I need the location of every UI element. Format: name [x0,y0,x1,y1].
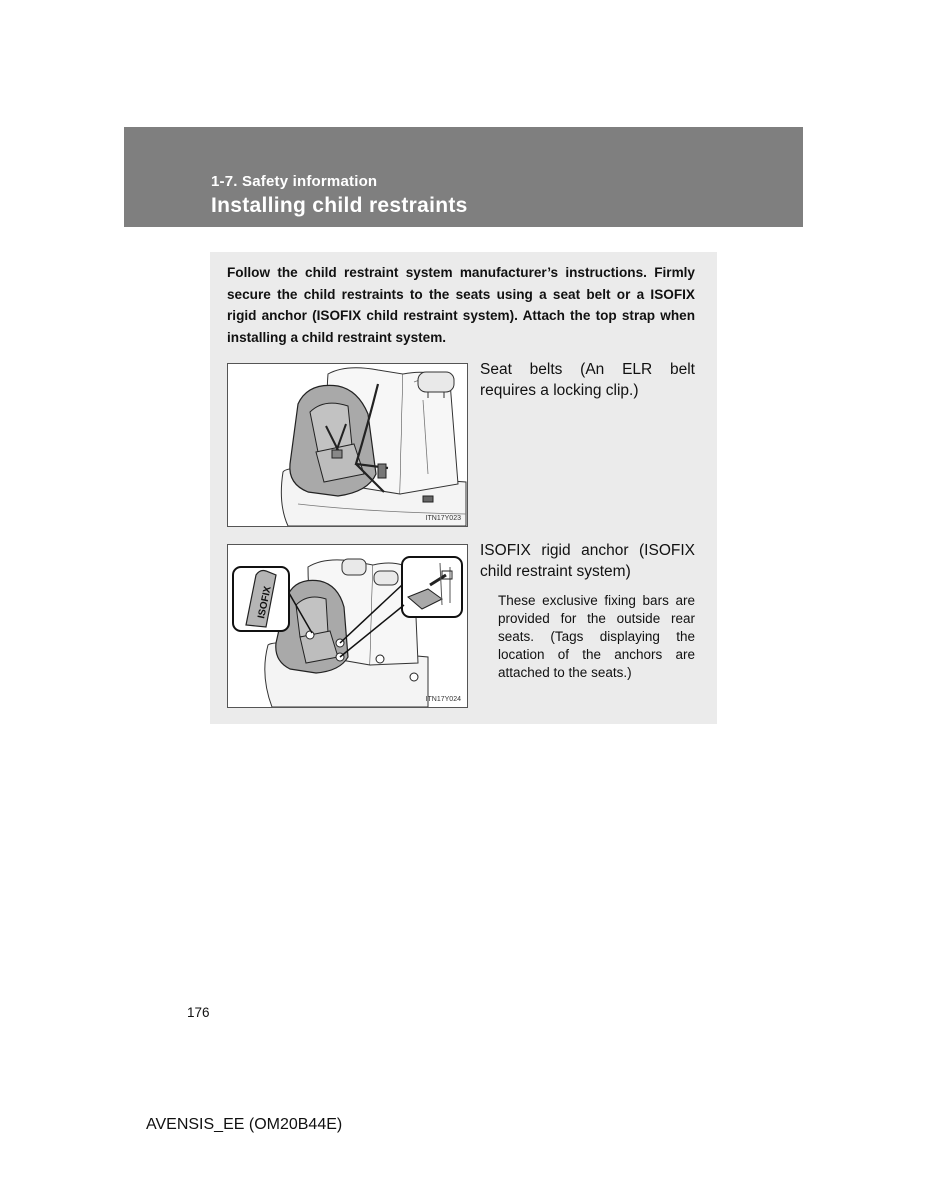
child-seat-belt-drawing [228,364,467,526]
document-id: AVENSIS_EE (OM20B44E) [146,1116,343,1133]
page-title: Installing child restraints [211,194,468,217]
isofix-note: These exclusive fixing bars are provided for the outside rear seats. (Tags displaying the location of the anchors are attached to the seats.) [498,593,695,680]
intro-text: Follow the child restraint system manufacturer’s instructions. Firmly secure the child restraints to the seats using a seat belt or a ISOFIX rigid anchor (ISOFIX child restraint system). Attach the top strap when installing a child restraint system. [227,265,695,345]
seat-belt-caption: Seat belts (An ELR belt requires a locking clip.) [480,361,695,399]
figure-code: ITN17Y024 [425,696,461,703]
figure-code: ITN17Y023 [425,515,461,522]
section-label: 1-7. Safety information [211,173,378,190]
page-number: 176 [187,1005,210,1020]
isofix-tag-label: ISOFIX [256,585,274,620]
isofix-anchor-drawing [228,545,467,707]
isofix-illustration [227,544,468,708]
header-band [124,127,803,227]
seat-belt-illustration [227,363,468,527]
content-panel [210,252,717,724]
isofix-caption: ISOFIX rigid anchor (ISOFIX child restraint system) [480,542,695,580]
